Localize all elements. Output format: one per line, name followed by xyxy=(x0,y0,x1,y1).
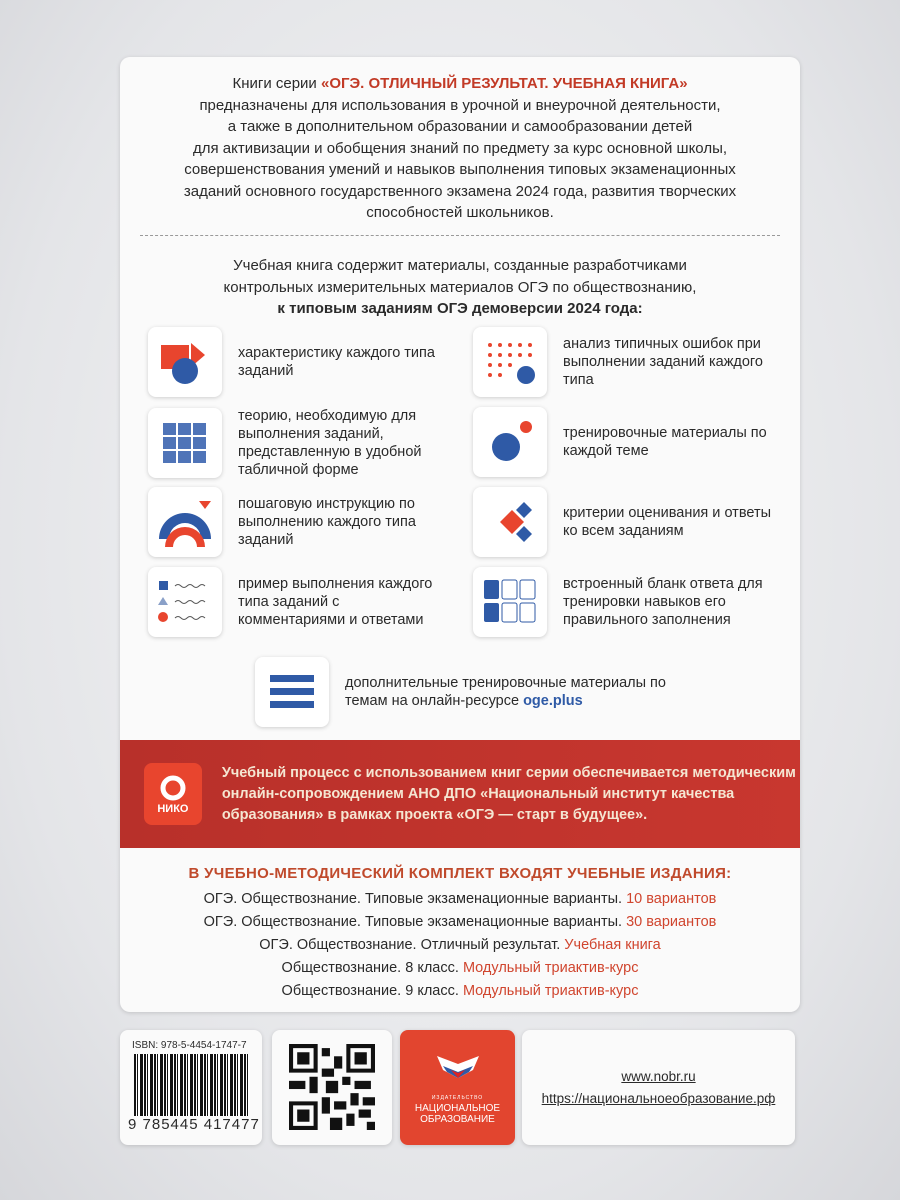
niko-banner xyxy=(120,740,800,848)
feature-item xyxy=(148,327,448,397)
lead-line-bold: к типовым заданиям ОГЭ демоверсии 2024 года: xyxy=(277,300,643,317)
niko-logo xyxy=(144,763,202,825)
kit-item-title: ОГЭ. Обществознание. Типовые экзаменационные варианты. xyxy=(203,914,627,930)
kit-item xyxy=(120,957,800,980)
publisher-logo xyxy=(400,1030,515,1145)
kit-title: В УЧЕБНО-МЕТОДИЧЕСКИЙ КОМПЛЕКТ ВХОДЯТ УЧЕБНЫЕ ИЗДАНИЯ: xyxy=(188,865,732,882)
intro-line: предназначены для использования в урочной и внеурочной деятельности, xyxy=(199,96,721,114)
intro-line: а также в дополнительном образовании и самообразовании детей xyxy=(227,118,693,135)
eagle-icon xyxy=(433,1048,483,1082)
feature-item xyxy=(473,567,773,637)
feature-text: пример выполнения каждого типа заданий с комментариями и ответами xyxy=(238,576,433,628)
publisher-line: НАЦИОНАЛЬНОЕ xyxy=(414,1103,501,1114)
back-cover-card xyxy=(120,57,800,1012)
intro-text xyxy=(120,73,800,224)
online-text: дополнительные тренировочные материалы по темам на онлайн-ресурсе xyxy=(345,675,666,709)
lead-line: Учебная книга содержит материалы, созданные разработчиками xyxy=(233,257,687,274)
qr-code-icon xyxy=(289,1044,375,1130)
series-title: «ОГЭ. ОТЛИЧНЫЙ РЕЗУЛЬТАТ. УЧЕБНАЯ КНИГА» xyxy=(320,75,688,92)
isbn-text: ISBN: 978-5-4454-1747-7 xyxy=(132,1040,247,1051)
lead-text xyxy=(120,255,800,320)
intro-prefix: Книги серии xyxy=(232,75,321,92)
divider xyxy=(140,235,780,236)
qr-box[interactable] xyxy=(272,1030,392,1145)
arcs-icon xyxy=(148,487,222,557)
kit-item-accent: 10 вариантов xyxy=(626,891,717,907)
kit-item-title: Обществознание. 9 класс. xyxy=(281,983,463,999)
kit-item xyxy=(120,934,800,957)
diamonds-icon xyxy=(473,487,547,557)
intro-line: совершенствования умений и навыков выполнения типовых экзаменационных xyxy=(184,161,736,178)
intro-line: способностей школьников. xyxy=(366,204,554,221)
publisher-line: ОБРАЗОВАНИЕ xyxy=(420,1114,495,1125)
intro-line: для активизации и обобщения знаний по предмету за курс основной школы, xyxy=(192,139,728,157)
feature-text: теорию, необходимую для выполнения заданий, представленную в удобной табличной форме xyxy=(238,408,422,478)
kit-item-accent: Учебная книга xyxy=(564,937,661,953)
list-icon xyxy=(148,567,222,637)
feature-text: характеристику каждого типа заданий xyxy=(238,345,435,379)
feature-item xyxy=(148,407,448,479)
kit-item xyxy=(120,980,800,1003)
answer-form-icon xyxy=(473,567,547,637)
kit-item-accent: Модульный триактив-курс xyxy=(462,960,639,976)
website-link[interactable]: https://национальноеобразование.рф xyxy=(541,1091,776,1106)
feature-text: встроенный бланк ответа для тренировки навыков его правильного заполнения xyxy=(563,576,763,628)
barcode-box xyxy=(120,1030,262,1145)
kit-item-accent: Модульный триактив-курс xyxy=(462,983,639,999)
circles-icon xyxy=(473,407,547,477)
barcode-icon xyxy=(134,1054,249,1116)
kit-item-accent: 30 вариантов xyxy=(626,914,717,930)
dots-icon xyxy=(473,327,547,397)
feature-text: критерии оценивания и ответы ко всем заданиям xyxy=(563,505,772,539)
feature-text: пошаговую инструкцию по выполнению каждого типа заданий xyxy=(238,496,416,548)
lead-line: контрольных измерительных материалов ОГЭ по обществознанию, xyxy=(223,278,697,296)
niko-logo-text: НИКО xyxy=(157,803,189,815)
online-resource-item xyxy=(255,657,685,727)
feature-item xyxy=(473,487,773,557)
intro-line: заданий основного государственного экзамена 2024 года, развития творческих xyxy=(183,182,737,200)
kit-item xyxy=(120,888,800,911)
feature-item xyxy=(473,327,773,397)
feature-item xyxy=(148,567,448,637)
publisher-small: ИЗДАТЕЛЬСТВО xyxy=(431,1095,484,1101)
banner-text: Учебный процесс с использованием книг серии обеспечивается методическим онлайн-сопровождением АНО ДПО «Национальный институт качества образования» в рамках проекта «ОГЭ — старт в будущее». xyxy=(221,764,796,823)
kit-item-title: ОГЭ. Обществознание. Отличный результат. xyxy=(259,937,565,953)
barcode-digits: 9 785445 417477 xyxy=(128,1116,260,1133)
shapes-icon xyxy=(148,327,222,397)
kit-item-title: ОГЭ. Обществознание. Типовые экзаменационные варианты. xyxy=(203,891,627,907)
feature-item xyxy=(473,407,773,477)
table-icon xyxy=(148,408,222,478)
oge-plus-link[interactable]: oge.plus xyxy=(523,693,583,709)
feature-text: анализ типичных ошибок при выполнении заданий каждого типа xyxy=(563,336,763,388)
kit-item-title: Обществознание. 8 класс. xyxy=(281,960,463,976)
feature-text: тренировочные материалы по каждой теме xyxy=(563,425,767,459)
kit-list xyxy=(120,865,800,1003)
kit-item xyxy=(120,911,800,934)
feature-item xyxy=(148,487,448,557)
links-box xyxy=(522,1030,795,1145)
website-link[interactable]: www.nobr.ru xyxy=(621,1069,696,1084)
menu-lines-icon xyxy=(255,657,329,727)
